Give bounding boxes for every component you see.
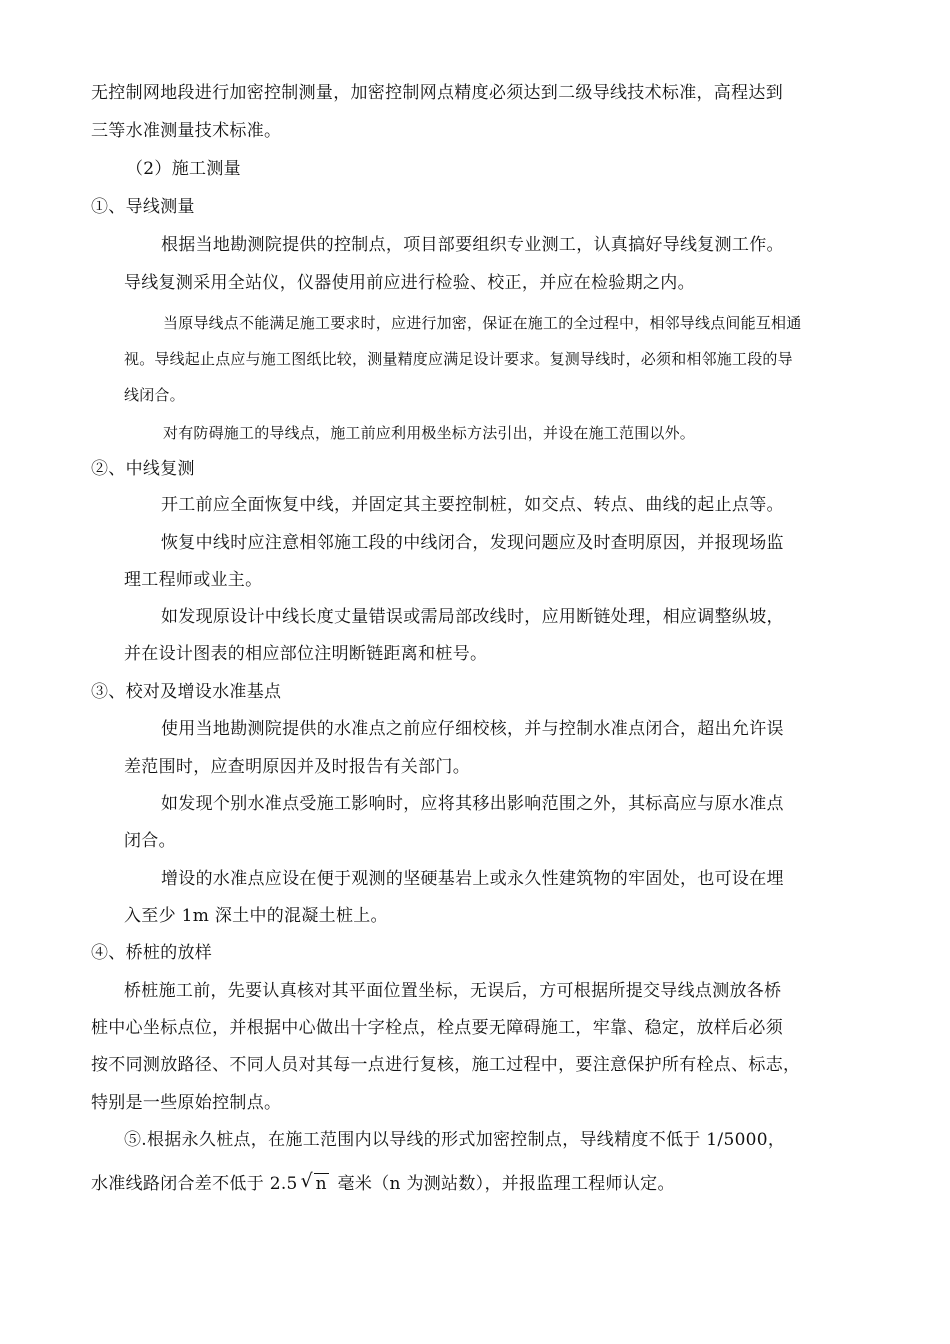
text-line: 使用当地勘测院提供的水准点之前应仔细校核，并与控制水准点闭合，超出允许误	[161, 719, 784, 739]
subsection-heading: ①、导线测量	[91, 197, 195, 217]
text-line: 无控制网地段进行加密控制测量，加密控制网点精度必须达到二级导线技术标准，高程达到	[91, 83, 783, 103]
text-line: 线闭合。	[124, 386, 185, 404]
subsection-heading: ③、校对及增设水准基点	[91, 682, 282, 702]
text-line: 增设的水准点应设在便于观测的坚硬基岩上或永久性建筑物的牢固处，也可设在埋	[161, 869, 784, 889]
text-line: 当原导线点不能满足施工要求时，应进行加密，保证在施工的全过程中，相邻导线点间能互相通	[163, 314, 802, 332]
square-root-expression	[301, 1172, 329, 1196]
subsection-heading: ②、中线复测	[91, 459, 195, 479]
text-line: 差范围时，应查明原因并及时报告有关部门。	[124, 757, 470, 777]
radicand: n	[315, 1174, 327, 1194]
formula-line	[91, 1172, 675, 1196]
text-line: ⑤.根据永久桩点，在施工范围内以导线的形式加密控制点，导线精度不低于 1/5000，	[124, 1130, 786, 1150]
section-heading: （2）施工测量	[126, 159, 241, 179]
radical-sign: √	[300, 1170, 314, 1192]
formula-text-after: 毫米（n 为测站数），并报监理工程师认定。	[331, 1174, 675, 1194]
formula-text-before: 水准线路闭合差不低于 2.5	[91, 1174, 298, 1194]
text-line: 恢复中线时应注意相邻施工段的中线闭合，发现问题应及时查明原因，并报现场监	[161, 533, 784, 553]
text-line: 桥桩施工前，先要认真核对其平面位置坐标，无误后，方可根据所提交导线点测放各桥	[124, 981, 782, 1001]
text-line: 开工前应全面恢复中线，并固定其主要控制桩，如交点、转点、曲线的起止点等。	[161, 495, 784, 515]
text-line: 并在设计图表的相应部位注明断链距离和桩号。	[124, 644, 488, 664]
text-line: 入至少 1m 深土中的混凝土桩上。	[124, 906, 388, 926]
text-line: 导线复测采用全站仪，仪器使用前应进行检验、校正，并应在检验期之内。	[124, 273, 695, 293]
text-line: 桩中心坐标点位，并根据中心做出十字栓点，栓点要无障碍施工，牢靠、稳定，放样后必须	[91, 1018, 783, 1038]
subsection-heading: ④、桥桩的放样	[91, 943, 213, 963]
text-line: 如发现原设计中线长度丈量错误或需局部改线时，应用断链处理，相应调整纵坡，	[161, 607, 784, 627]
text-line: 三等水准测量技术标准。	[91, 121, 282, 141]
text-line: 根据当地勘测院提供的控制点，项目部要组织专业测工，认真搞好导线复测工作。	[161, 235, 784, 255]
text-line: 理工程师或业主。	[124, 570, 263, 590]
text-line: 按不同测放路径、不同人员对其每一点进行复核，施工过程中，要注意保护所有栓点、标志，	[91, 1055, 801, 1075]
text-line: 视。导线起止点应与施工图纸比较，测量精度应满足设计要求。复测导线时，必须和相邻施工段的导	[124, 350, 793, 368]
text-line: 对有防碍施工的导线点，施工前应利用极坐标方法引出，并设在施工范围以外。	[163, 424, 696, 442]
text-line: 闭合。	[124, 831, 176, 851]
text-line: 特别是一些原始控制点。	[91, 1093, 282, 1113]
text-line: 如发现个别水准点受施工影响时，应将其移出影响范围之外，其标高应与原水准点	[161, 794, 784, 814]
